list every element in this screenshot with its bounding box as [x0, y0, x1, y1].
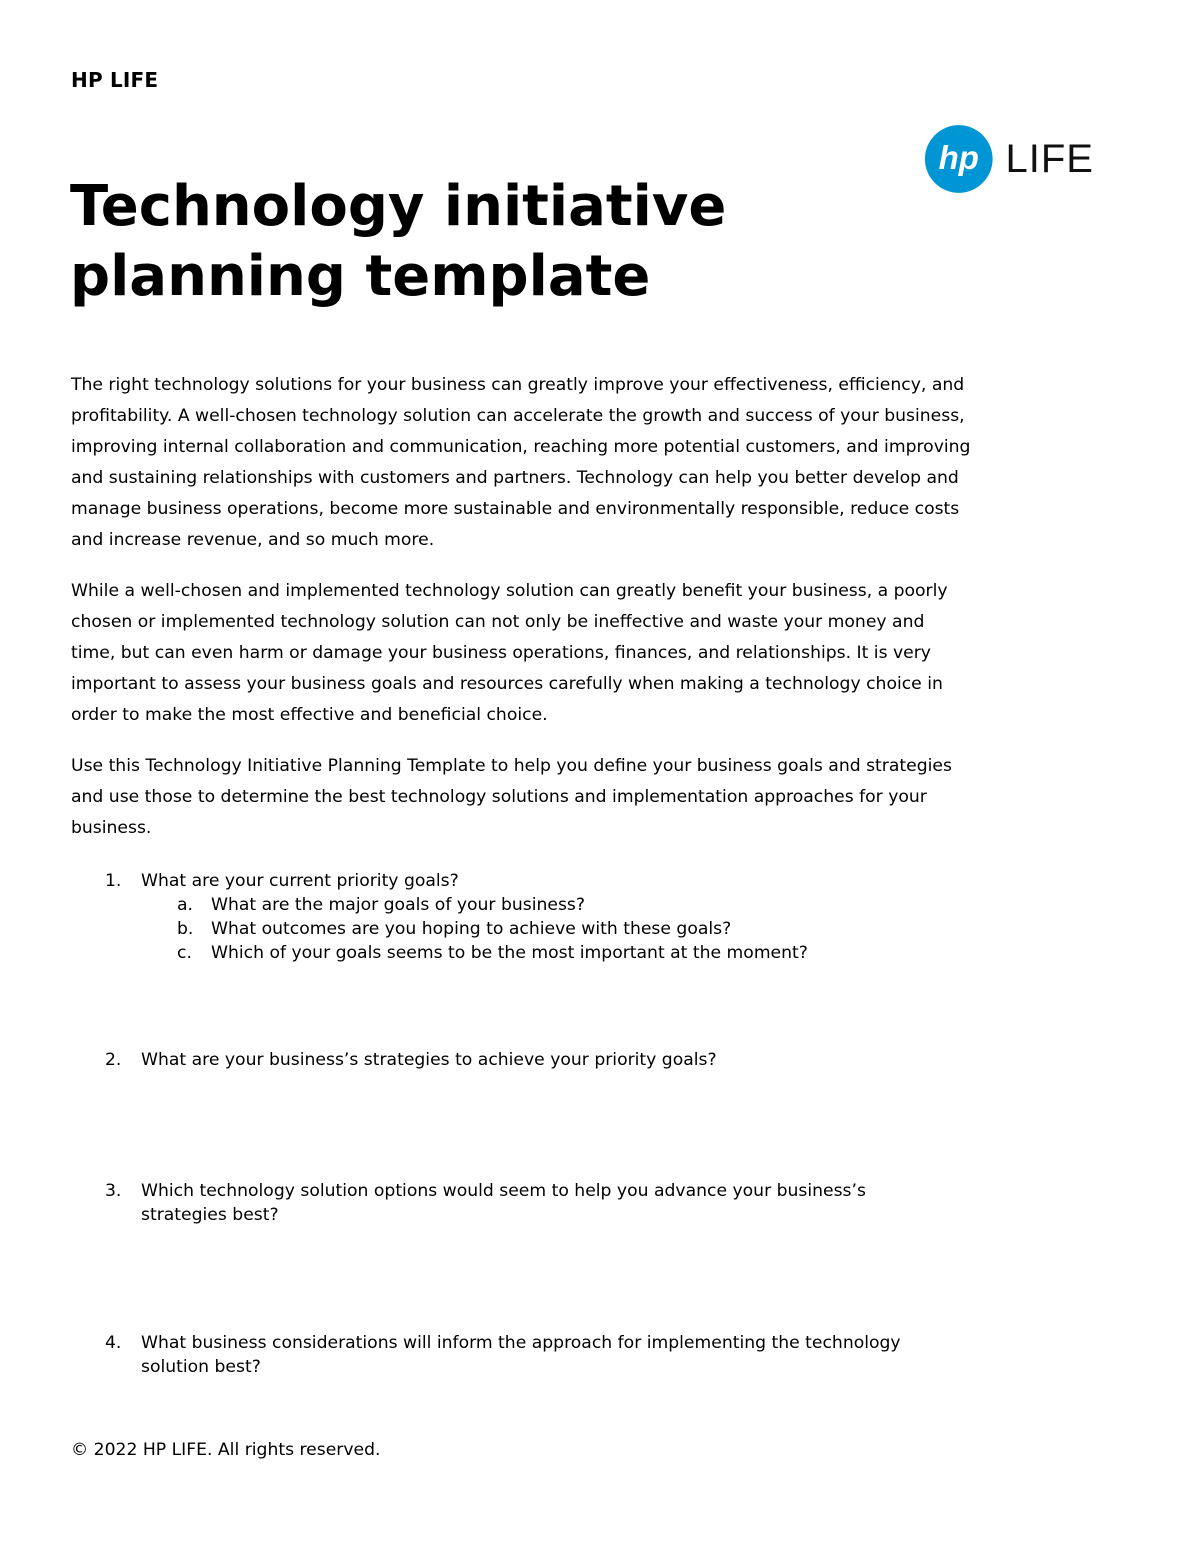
hp-life-logo [924, 121, 1094, 197]
title-line-2: planning template [70, 244, 651, 309]
page-title [70, 172, 930, 312]
sub-question-letter: a. [177, 895, 193, 915]
intro-paragraph: Use this Technology Initiative Planning Template to help you define your business goals and strategies and use those to determine the best technology solutions and implementation approaches for your business. [71, 756, 952, 838]
intro-text [71, 370, 971, 864]
question-text: What are your business’s strategies to achieve your priority goals? [141, 1050, 717, 1070]
question-number: 1. [105, 871, 122, 891]
question-text: Which technology solution options would seem to help you advance your business’s strategies best? [141, 1181, 866, 1225]
hp-logo-icon [924, 121, 994, 197]
sub-question-letter: c. [177, 943, 192, 963]
intro-paragraph: The right technology solutions for your business can greatly improve your effectiveness, efficiency, and profitability. A well-chosen technology solution can accelerate the growth and success of your business, improving internal collaboration and communication, reaching more potential customers, and improving and sustaining relationships with customers and partners. Technology can help you better develop and manage business operations, become more sustainable and environmentally responsible, reduce costs and increase revenue, and so much more. [71, 375, 971, 550]
question-text: What are your current priority goals? [141, 871, 459, 891]
sub-question-text: What are the major goals of your business? [211, 895, 585, 915]
title-line-1: Technology initiative [70, 174, 727, 239]
question-number: 2. [105, 1050, 122, 1070]
logo-wordmark: LIFE [1005, 136, 1094, 181]
question-number: 4. [105, 1333, 122, 1353]
copyright-footer: © 2022 HP LIFE. All rights reserved. [71, 1440, 381, 1460]
intro-paragraph: While a well-chosen and implemented technology solution can greatly benefit your business, a poorly chosen or implemented technology solution can not only be ineffective and waste your money and time, but can even harm or damage your business operations, finances, and relationships. It is very important to assess your business goals and resources carefully when making a technology choice in order to make the most effective and beneficial choice. [71, 581, 948, 725]
logo-mark: hp [938, 139, 979, 177]
document-header: HP LIFE [71, 68, 159, 92]
question-number: 3. [105, 1181, 122, 1201]
question-text: What business considerations will inform the approach for implementing the technology solution best? [141, 1333, 901, 1377]
sub-question-text: Which of your goals seems to be the most important at the moment? [211, 943, 808, 963]
sub-question-text: What outcomes are you hoping to achieve with these goals? [211, 919, 732, 939]
sub-question-letter: b. [177, 919, 194, 939]
